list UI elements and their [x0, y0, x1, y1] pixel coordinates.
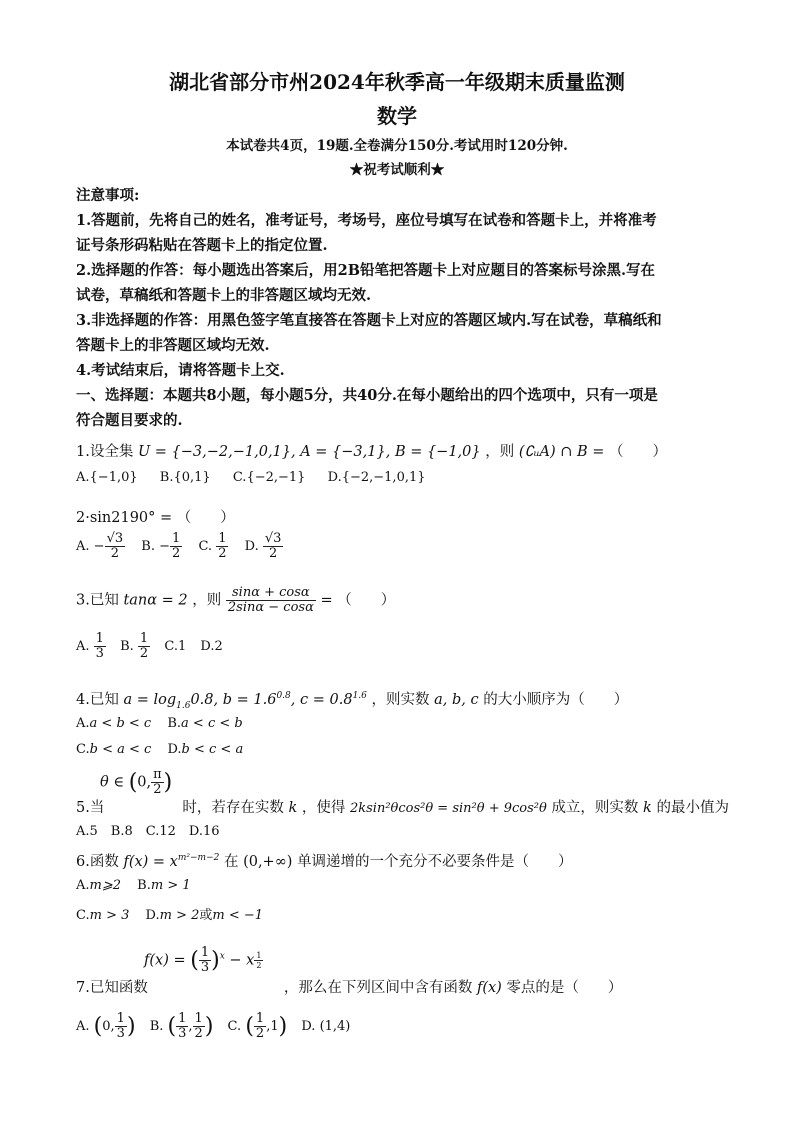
q4-vars: a, b, c [434, 692, 479, 708]
option-label: C. [227, 1019, 242, 1034]
q1-sets: U = {−3,−2,−1,0,1}, A = {−3,1}, B = {−1,0} [137, 444, 481, 460]
numerator: 1 [116, 1011, 125, 1026]
exponent: 0.8 [276, 691, 291, 702]
notes-title: 注意事项: [76, 187, 140, 204]
q4-option-b: a < c < b [181, 716, 243, 731]
equals-sign: = [320, 592, 333, 609]
paren-open: ( [245, 1014, 254, 1039]
numerator: 1 [256, 951, 262, 960]
option-label: D. [244, 539, 259, 554]
q3-option-a [94, 632, 106, 661]
q6-option-c: m > 3 [89, 908, 130, 923]
option-label: B. [141, 539, 155, 554]
expr-part: 0.8, b = 1.6 [190, 692, 277, 708]
section-heading: 符合题目要求的. [76, 412, 183, 429]
q5-condition [100, 768, 172, 797]
q6-options-row [76, 878, 191, 893]
q1-prefix: 1.设全集 [76, 444, 134, 460]
comma: , [188, 1019, 193, 1034]
q4-option-a: a < b < c [89, 716, 152, 731]
numerator: 1 [172, 531, 181, 546]
q6-option-d: m > 2 [159, 908, 200, 923]
q2-options [76, 532, 283, 561]
denominator: 3 [116, 1026, 125, 1041]
q6-option-d-alt: m < −1 [212, 908, 264, 923]
pi-half [151, 768, 164, 797]
interval-left: 0, [137, 774, 152, 791]
denominator: 2 [218, 546, 227, 561]
denominator: 2 [269, 546, 278, 561]
q2-option-a [105, 532, 126, 561]
section-heading: 一、选择题：本题共8小题，每小题5分，共40分.在每小题给出的四个选项中，只有一项是 [76, 387, 658, 404]
paren-open: ( [190, 948, 199, 973]
minus-x: − x [229, 952, 255, 969]
q7-prefix: 7.已知函数 [76, 980, 148, 996]
option-label: A. [76, 716, 90, 731]
option-label: B. [137, 878, 151, 893]
denominator: 2 [139, 646, 149, 661]
numerator: 1 [194, 1011, 203, 1026]
q1-option-d: {−2,−1,0,1} [341, 470, 426, 485]
q7-mid: ，那么在下列区间中含有函数 [283, 980, 473, 996]
denominator: 2sinα − cosα [227, 600, 314, 615]
q2-option-d [263, 532, 284, 561]
option-label: B. [149, 1019, 164, 1034]
expr-part: , c = 0.8 [290, 692, 353, 708]
minus-sign: − [159, 539, 171, 554]
note-line: 证号条形码粘贴在答题卡上的指定位置. [76, 237, 328, 254]
denominator: 2 [255, 1026, 265, 1041]
q6-option-a: m⩾2 [89, 878, 122, 893]
q7-options [76, 1012, 350, 1041]
numerator: √3 [106, 531, 124, 546]
option-label: A. [76, 470, 90, 485]
numerator: 1 [178, 1011, 187, 1026]
q5-mid2: ，使得 [301, 800, 346, 816]
paren-open: ( [93, 1014, 103, 1039]
denominator: 3 [95, 646, 104, 661]
q3-paren: （ ） [337, 592, 396, 609]
q7-option-b-frac1 [176, 1012, 188, 1041]
q1-option-b: {0,1} [173, 470, 211, 485]
paren-close: ) [126, 1014, 136, 1039]
note-line: 1.答题前，先将自己的姓名，准考证号，考场号，座位号填写在试卷和答题卡上，并将准考 [76, 212, 657, 229]
q4-option-c: b < a < c [89, 742, 152, 757]
q3-options [76, 632, 223, 661]
option-label: A. [76, 1019, 90, 1034]
paren-open: ( [167, 1014, 177, 1039]
subject-title: 数学 [377, 104, 417, 128]
q3-condition: tanα = 2 [123, 592, 188, 609]
q4-tail: 的大小顺序为（ ） [483, 692, 629, 708]
blessing-line: ★祝考试顺利★ [349, 162, 445, 178]
question-3 [76, 586, 395, 615]
note-line: 4.考试结束后，请将答题卡上交. [76, 362, 285, 379]
interval-left: 0, [102, 1019, 115, 1034]
base-one-third [199, 946, 211, 975]
q1-option-c: {−2,−1} [246, 470, 306, 485]
note-line: 2.选择题的作答：每小题选出答案后，用2B铅笔把答题卡上对应题目的答案标号涂黑.写在 [76, 262, 656, 279]
q5-equation: 2ksin²θcos²θ = sin²θ + 9cos²θ [349, 801, 547, 816]
option-label: B. [120, 639, 134, 654]
q3-option-c: 1 [177, 639, 187, 654]
question-4 [76, 688, 628, 711]
var-k: k [643, 800, 652, 816]
q7-option-a-frac [115, 1012, 127, 1041]
option-label: D. [145, 908, 160, 923]
q7-function [144, 946, 263, 975]
q1-option-a: {−1,0} [89, 470, 138, 485]
q5-mid1: 时，若存在实数 [182, 800, 284, 816]
q3-fraction [226, 586, 316, 615]
numerator: π [153, 767, 162, 782]
exponent: 1.6 [352, 691, 367, 702]
denominator: 2 [194, 1026, 203, 1041]
expr-part: a = log [123, 692, 177, 708]
q5-prefix: 5.当 [76, 800, 105, 816]
q5-options: A.5 B.8 C.12 D.16 [76, 824, 220, 839]
option-label: D. [327, 470, 342, 485]
q2-option-b [170, 532, 182, 561]
q3-option-b [138, 632, 150, 661]
fx: f(x) [476, 980, 502, 996]
denominator: 2 [110, 546, 119, 561]
fx: f(x) = x [123, 854, 178, 870]
q2-option-c [216, 532, 228, 561]
q6-function [123, 854, 219, 870]
exponent: m²−m−2 [177, 853, 220, 864]
denominator: 3 [178, 1026, 187, 1041]
q3-prefix: 3.已知 [76, 592, 119, 609]
q2-paren: （ ） [176, 510, 235, 526]
q1-options [76, 470, 426, 485]
question-1 [76, 440, 667, 461]
or-word: 或 [199, 908, 213, 923]
q1-expr: (∁ᵤA) ∩ B = [518, 444, 605, 460]
q6-mid: 在 [223, 854, 239, 870]
exam-info-line: 本试卷共4页，19题.全卷满分150分.考试用时120分钟. [226, 138, 568, 154]
q7-option-b-frac2 [193, 1012, 205, 1041]
question-5 [76, 796, 729, 817]
numerator: 1 [95, 631, 104, 646]
q3-mid: ，则 [192, 592, 222, 609]
denominator: 2 [172, 546, 181, 561]
option-label: D. [200, 639, 215, 654]
denominator: 3 [200, 960, 210, 975]
option-label: D. [301, 1019, 316, 1034]
q7-option-c-frac [254, 1012, 266, 1041]
q7-tail: 零点的是（ ） [506, 980, 623, 996]
option-label: C. [232, 470, 247, 485]
var-k: k [288, 800, 298, 816]
option-label: C. [164, 639, 178, 654]
option-label: B. [159, 470, 174, 485]
q6-option-b: m > 1 [150, 878, 191, 893]
exam-title: 湖北省部分市州2024年秋季高一年级期末质量监测 [169, 70, 625, 94]
q4-options-row [76, 742, 243, 757]
question-7 [76, 976, 622, 997]
q5-tail1: 成立，则实数 [551, 800, 639, 816]
q3-option-d: 2 [214, 639, 223, 654]
fx: f(x) = [144, 952, 186, 969]
interval-right: ,1 [266, 1019, 279, 1034]
numerator: √3 [264, 531, 282, 546]
q4-option-d: b < c < a [181, 742, 244, 757]
q4-mid: ，则实数 [371, 692, 430, 708]
option-label: A. [76, 878, 90, 893]
q6-prefix: 6.函数 [76, 854, 119, 870]
option-label: C. [76, 908, 90, 923]
option-label: B. [167, 716, 182, 731]
numerator: 1 [255, 1011, 265, 1026]
q4-prefix: 4.已知 [76, 692, 119, 708]
exponent-half [254, 951, 263, 970]
q4-expr [123, 691, 367, 711]
note-line: 试卷，草稿纸和答题卡上的非答题区域均无效. [76, 287, 372, 304]
paren-close: ) [278, 1014, 288, 1039]
option-label: A. [76, 539, 90, 554]
denominator: 2 [256, 961, 262, 970]
q1-mid: ，则 [485, 444, 515, 460]
q7-option-d: (1,4) [319, 1019, 351, 1034]
theta-in: θ ∈ [100, 774, 125, 791]
minus-sign: − [93, 539, 105, 554]
note-line: 答题卡上的非答题区域均无效. [76, 337, 270, 354]
numerator: 1 [139, 631, 149, 646]
q6-interval: (0,+∞) [243, 854, 293, 870]
q6-options-row [76, 904, 263, 923]
option-label: C. [76, 742, 90, 757]
q5-tail2: 的最小值为 [656, 800, 729, 816]
paren-close: ) [211, 948, 220, 973]
q4-options-row [76, 716, 243, 731]
option-label: A. [76, 639, 90, 654]
exponent: x [219, 951, 225, 962]
option-label: D. [167, 742, 182, 757]
log-base: 1.6 [176, 700, 191, 711]
paren-close: ) [163, 770, 173, 795]
q1-paren: （ ） [609, 444, 668, 460]
question-6 [76, 850, 573, 871]
paren-close: ) [204, 1014, 214, 1039]
note-line: 3.非选择题的作答：用黑色签字笔直接答在答题卡上对应的答题区域内.写在试卷，草稿纸和 [76, 312, 662, 329]
paren-open: ( [128, 770, 138, 795]
numerator: 1 [218, 531, 227, 546]
denominator: 2 [153, 782, 162, 797]
numerator: sinα + cosα [226, 586, 316, 601]
q6-tail: 单调递增的一个充分不必要条件是（ ） [297, 854, 573, 870]
numerator: 1 [200, 945, 210, 960]
q2-stem: 2·sin2190° = [76, 510, 173, 526]
question-2 [76, 506, 235, 527]
option-label: C. [198, 539, 213, 554]
